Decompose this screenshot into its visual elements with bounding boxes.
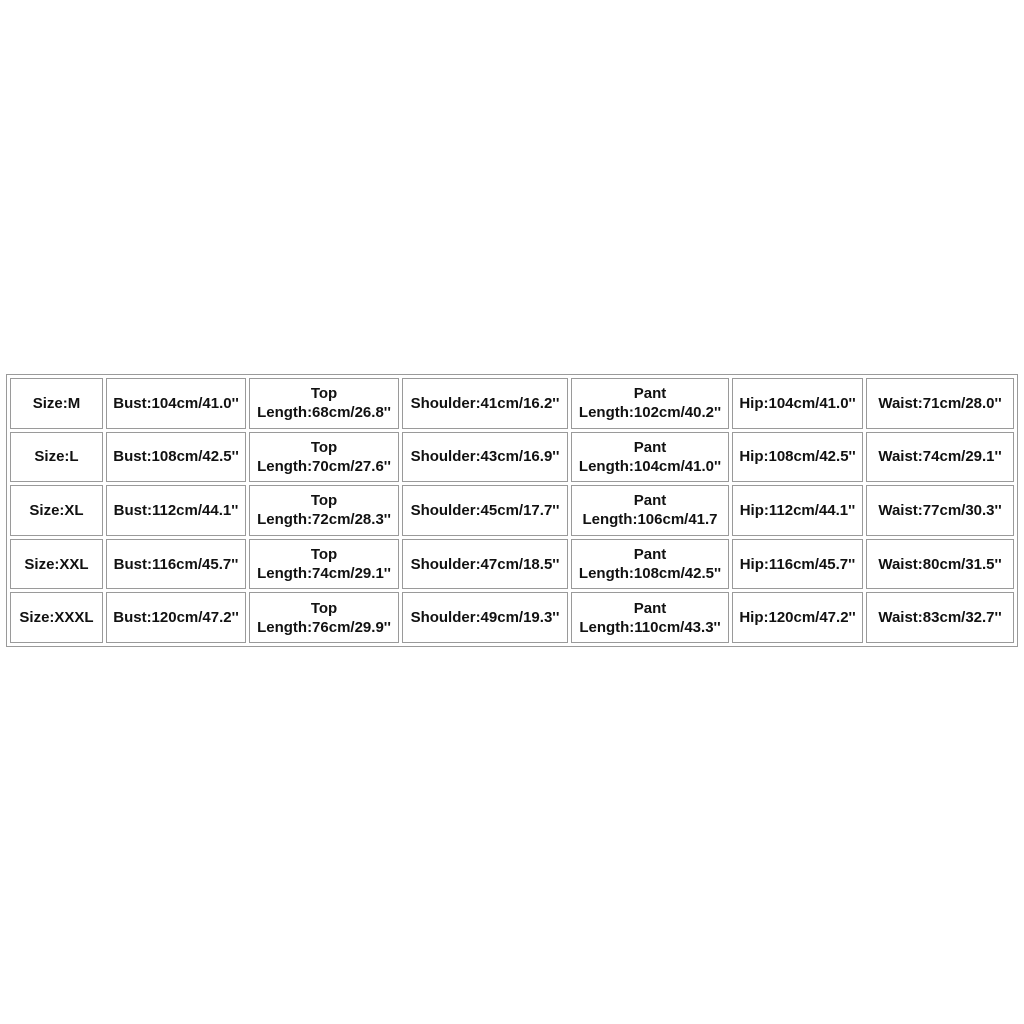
size-cell: Size:XL (10, 485, 103, 536)
size-cell: Size:L (10, 432, 103, 483)
table-row (10, 432, 1014, 483)
top-length-label: Top (310, 492, 338, 510)
top-length-label: Top (310, 599, 338, 617)
pant-length-cell (571, 432, 729, 483)
pant-length-cell (571, 378, 729, 429)
size-cell: Size:M (10, 378, 103, 429)
pant-length-label: Pant (633, 438, 667, 456)
waist-cell: Waist:77cm/30.3'' (866, 485, 1014, 536)
pant-length-label: Pant (633, 599, 667, 617)
top-length-label: Top (310, 546, 338, 564)
shoulder-cell: Shoulder:49cm/19.3'' (402, 592, 568, 643)
top-length-value: Length:76cm/29.9'' (257, 618, 391, 636)
bust-cell: Bust:104cm/41.0'' (106, 378, 246, 429)
top-length-cell (249, 539, 399, 590)
pant-length-value: Length:102cm/40.2'' (578, 404, 722, 422)
waist-cell: Waist:71cm/28.0'' (866, 378, 1014, 429)
size-cell: Size:XXXL (10, 592, 103, 643)
waist-cell: Waist:83cm/32.7'' (866, 592, 1014, 643)
pant-length-cell (571, 539, 729, 590)
top-length-value: Length:68cm/26.8'' (257, 404, 391, 422)
top-length-cell (249, 592, 399, 643)
pant-length-label: Pant (633, 546, 667, 564)
table-row (10, 485, 1014, 536)
table-row (10, 378, 1014, 429)
pant-length-value: Length:108cm/42.5'' (578, 565, 722, 583)
top-length-cell (249, 378, 399, 429)
bust-cell: Bust:108cm/42.5'' (106, 432, 246, 483)
pant-length-value: Length:106cm/41.7 (582, 511, 718, 529)
top-length-cell (249, 432, 399, 483)
top-length-cell (249, 485, 399, 536)
shoulder-cell: Shoulder:45cm/17.7'' (402, 485, 568, 536)
size-chart-table (6, 374, 1018, 647)
pant-length-value: Length:104cm/41.0'' (578, 457, 722, 475)
shoulder-cell: Shoulder:41cm/16.2'' (402, 378, 568, 429)
table-row (10, 539, 1014, 590)
hip-cell: Hip:108cm/42.5'' (732, 432, 863, 483)
top-length-value: Length:72cm/28.3'' (257, 511, 391, 529)
waist-cell: Waist:80cm/31.5'' (866, 539, 1014, 590)
size-cell: Size:XXL (10, 539, 103, 590)
bust-cell: Bust:116cm/45.7'' (106, 539, 246, 590)
top-length-value: Length:74cm/29.1'' (257, 565, 391, 583)
waist-cell: Waist:74cm/29.1'' (866, 432, 1014, 483)
top-length-value: Length:70cm/27.6'' (257, 457, 391, 475)
pant-length-cell (571, 592, 729, 643)
size-chart-body (10, 378, 1014, 643)
bust-cell: Bust:112cm/44.1'' (106, 485, 246, 536)
shoulder-cell: Shoulder:47cm/18.5'' (402, 539, 568, 590)
hip-cell: Hip:120cm/47.2'' (732, 592, 863, 643)
hip-cell: Hip:112cm/44.1'' (732, 485, 863, 536)
top-length-label: Top (310, 438, 338, 456)
pant-length-label: Pant (633, 492, 667, 510)
pant-length-value: Length:110cm/43.3'' (579, 618, 721, 636)
hip-cell: Hip:104cm/41.0'' (732, 378, 863, 429)
shoulder-cell: Shoulder:43cm/16.9'' (402, 432, 568, 483)
pant-length-label: Pant (633, 385, 667, 403)
table-row (10, 592, 1014, 643)
hip-cell: Hip:116cm/45.7'' (732, 539, 863, 590)
bust-cell: Bust:120cm/47.2'' (106, 592, 246, 643)
pant-length-cell (571, 485, 729, 536)
top-length-label: Top (310, 385, 338, 403)
